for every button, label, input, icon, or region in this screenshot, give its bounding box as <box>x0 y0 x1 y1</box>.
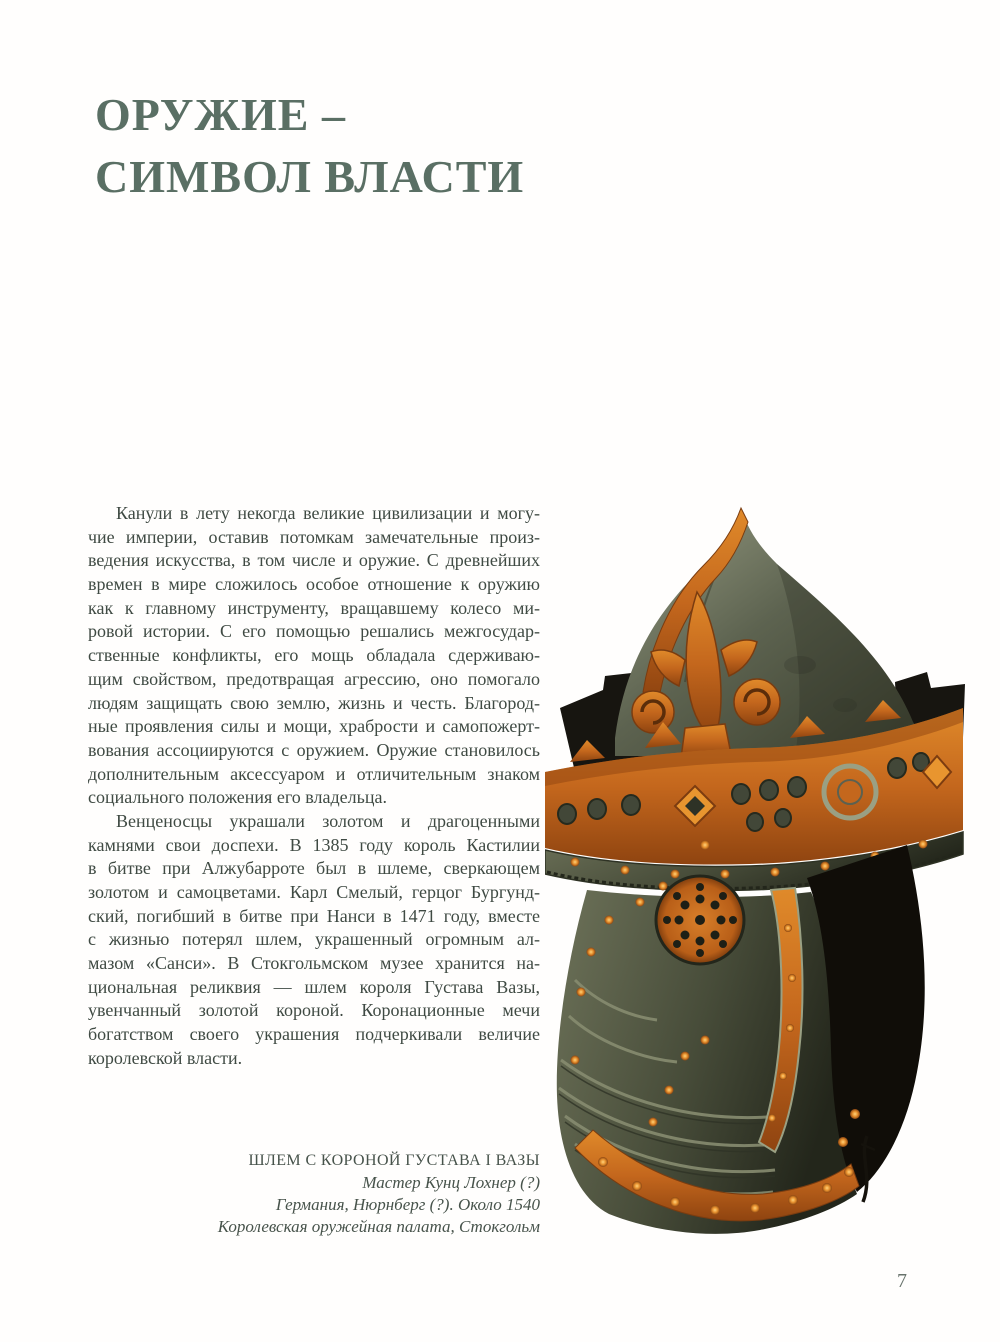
page-number: 7 <box>897 1270 907 1292</box>
body-line: ведения искусства, в том числе и оружие. С древнейших <box>88 550 540 571</box>
body-line: Канули в лету некогда великие цивилизации и могу- <box>116 503 540 523</box>
caption-line: Королевская оружейная палата, Стокгольм <box>217 1217 540 1236</box>
body-line: ные проявления силы и мощи, храбрости и самопожерт- <box>88 716 540 737</box>
page-title-line-1: ОРУЖИЕ – <box>95 89 346 140</box>
helmet-photo <box>545 500 965 1250</box>
body-line: чие империи, оставив потомкам замечательные произ- <box>88 526 540 547</box>
body-line: как к главному инструменту, вращавшему колесо ми- <box>88 597 540 618</box>
caption-line: Мастер Кунц Лохнер (?) <box>362 1173 540 1192</box>
body-line: с жизнью потерял шлем, украшенный огромным ал- <box>88 929 540 950</box>
caption-line: Германия, Нюрнберг (?). Около 1540 <box>275 1195 540 1214</box>
body-line: Венценосцы украшали золотом и драгоценными <box>116 810 540 831</box>
body-line: щим свойством, предотвращая агрессию, оно помогало <box>88 668 540 689</box>
body-line: ственные конфликты, его мощь обладала сдерживаю- <box>88 645 540 666</box>
body-line: циональная реликвия — шлем короля Густава Вазы, <box>88 976 540 997</box>
body-line: ский, погибший в битве при Нанси в 1471 году, вместе <box>88 905 540 926</box>
body-line: камнями свои доспехи. В 1385 году король Кастилии <box>88 834 540 855</box>
body-text <box>88 502 540 1071</box>
helmet-ear-disc <box>656 876 744 964</box>
figure-caption <box>88 1150 540 1238</box>
body-line: золотом и самоцветами. Карл Смелый, герцог Бургунд- <box>88 882 540 902</box>
body-line: времен в мире сложилось особое отношение к оружию <box>88 574 540 595</box>
body-line: ровой истории. С его помощью решались межгосудар- <box>88 621 540 642</box>
body-line: людям защищать свою землю, жизнь и честь. Благород- <box>88 692 540 713</box>
body-line: дополнительным аксессуаром и отличительным знаком <box>88 763 540 784</box>
page-title <box>95 84 715 208</box>
body-line: вования ассоциируются с оружием. Оружие становилось <box>88 739 540 760</box>
body-line: мазом «Санси». В Стокгольмском музее хранится на- <box>88 953 540 974</box>
body-line: увенчанный золотой короной. Коронационные мечи <box>88 1000 540 1021</box>
body-line: королевской власти. <box>88 1047 243 1068</box>
body-line: социального положения его владельца. <box>88 787 387 808</box>
helmet-cheek-plates <box>557 845 925 1234</box>
body-line: богатством своего украшения подчеркивали величие <box>88 1024 540 1045</box>
body-line: в битве при Алжубарроте был в шлеме, сверкающем <box>88 858 540 879</box>
page-title-line-2: СИМВОЛ ВЛАСТИ <box>95 151 525 202</box>
helmet-illustration <box>545 500 965 1250</box>
caption-title: ШЛЕМ С КОРОНОЙ ГУСТАВА I ВАЗЫ <box>248 1152 540 1169</box>
